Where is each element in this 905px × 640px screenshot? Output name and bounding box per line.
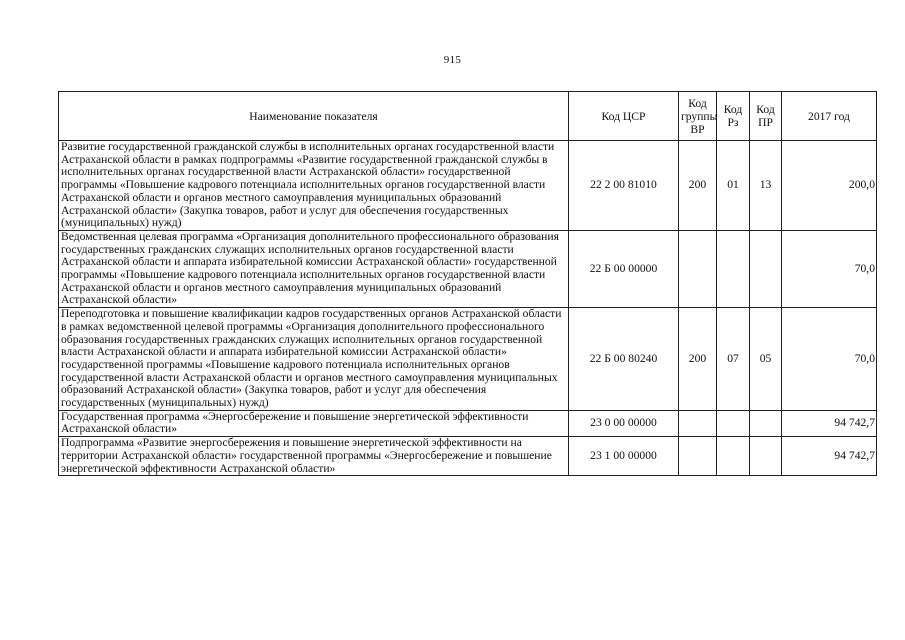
header-vr-code: Код группы ВР <box>679 92 717 141</box>
row-rz-code: 01 <box>717 141 750 231</box>
row-amount: 70,0 <box>782 230 877 307</box>
table-header <box>59 92 877 141</box>
header-csr-code: Код ЦСР <box>569 92 679 141</box>
row-csr-code: 22 2 00 81010 <box>569 141 679 231</box>
row-rz-code <box>717 410 750 436</box>
row-pr-code <box>750 410 782 436</box>
header-pr-code: Код ПР <box>750 92 782 141</box>
header-row <box>59 92 877 141</box>
row-pr-code: 05 <box>750 308 782 411</box>
row-amount: 200,0 <box>782 141 877 231</box>
row-vr-code: 200 <box>679 141 717 231</box>
row-rz-code <box>717 230 750 307</box>
row-rz-code: 07 <box>717 308 750 411</box>
row-amount: 94 742,7 <box>782 437 877 476</box>
row-vr-code <box>679 230 717 307</box>
table-row <box>59 437 877 476</box>
page-number: 915 <box>443 54 462 66</box>
row-pr-code <box>750 437 782 476</box>
row-csr-code: 23 1 00 00000 <box>569 437 679 476</box>
row-vr-code: 200 <box>679 308 717 411</box>
row-csr-code: 22 Б 00 80240 <box>569 308 679 411</box>
row-pr-code <box>750 230 782 307</box>
row-name: Ведомственная целевая программа «Организация дополнительного профессионального образования государственных гражданских служащих исполнительных органов государственной власти Астраханской области и аппарата избирательной комиссии Астраханской области» государственной программы «Повышение кадрового потенциала исполнительных органов государственной власти Астраханской области и органов местного самоуправления муниципальных образований Астраханской области» <box>59 230 569 307</box>
row-amount: 94 742,7 <box>782 410 877 436</box>
header-year: 2017 год <box>782 92 877 141</box>
header-name: Наименование показателя <box>59 92 569 141</box>
row-name: Развитие государственной гражданской службы в исполнительных органах государственной власти Астраханской области в рамках подпрограммы «Развитие государственной гражданской службы в исполнительных органах государственной власти Астраханской области» государственной программы «Повышение кадрового потенциала исполнительных органов государственной власти Астраханской области и органов местного самоуправления муниципальных образований Астраханской области» (Закупка товаров, работ и услуг для обеспечения государственных (муниципальных) нужд) <box>59 141 569 231</box>
row-vr-code <box>679 437 717 476</box>
row-vr-code <box>679 410 717 436</box>
budget-table <box>58 91 877 476</box>
row-csr-code: 22 Б 00 00000 <box>569 230 679 307</box>
table-body <box>59 141 877 476</box>
table-row <box>59 410 877 436</box>
row-rz-code <box>717 437 750 476</box>
header-rz-code: Код Рз <box>717 92 750 141</box>
row-amount: 70,0 <box>782 308 877 411</box>
row-name: Подпрограмма «Развитие энергосбережения и повышение энергетической эффективности на территории Астраханской области» государственной программы «Энергосбережение и повышение энергетической эффективности Астраханской области» <box>59 437 569 476</box>
row-name: Государственная программа «Энергосбережение и повышение энергетической эффективности Астраханской области» <box>59 410 569 436</box>
row-name: Переподготовка и повышение квалификации кадров государственных органов Астраханской области в рамках ведомственной целевой программы «Организация дополнительного профессионального образования государственных гражданских служащих исполнительных органов государственной власти Астраханской области и аппарата избирательной комиссии Астраханской области» государственной программы «Повышение кадрового потенциала исполнительных органов государственной власти Астраханской области и органов местного самоуправления муниципальных образований Астраханской области» (Закупка товаров, работ и услуг для обеспечения государственных (муниципальных) нужд) <box>59 308 569 411</box>
table-row <box>59 230 877 307</box>
row-csr-code: 23 0 00 00000 <box>569 410 679 436</box>
table-row <box>59 308 877 411</box>
row-pr-code: 13 <box>750 141 782 231</box>
table-row <box>59 141 877 231</box>
